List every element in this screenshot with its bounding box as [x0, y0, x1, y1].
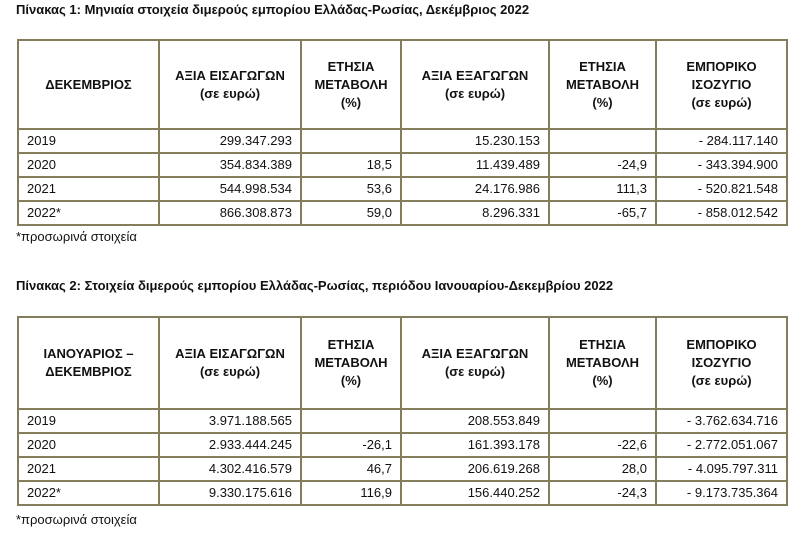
cell-balance: - 9.173.735.364: [656, 481, 787, 505]
cell-exports: 11.439.489: [401, 153, 549, 177]
table-row: [18, 153, 787, 177]
cell-exports-change: -65,7: [549, 201, 656, 225]
table-row: [18, 409, 787, 433]
table1: [17, 39, 788, 226]
cell-exports: 156.440.252: [401, 481, 549, 505]
cell-exports-change: 111,3: [549, 177, 656, 201]
table2-footnote: *προσωρινά στοιχεία: [16, 512, 137, 527]
cell-year: 2021: [18, 177, 159, 201]
cell-imports-change: 59,0: [301, 201, 401, 225]
table-row: [18, 129, 787, 153]
cell-imports-change: 46,7: [301, 457, 401, 481]
table-row: [18, 433, 787, 457]
cell-year: 2019: [18, 409, 159, 433]
cell-exports-change: -24,9: [549, 153, 656, 177]
cell-exports: 161.393.178: [401, 433, 549, 457]
cell-imports: 9.330.175.616: [159, 481, 301, 505]
col-header-exports: ΑΞΙΑ ΕΞΑΓΩΓΩΝ (σε ευρώ): [401, 317, 549, 409]
cell-balance: - 4.095.797.311: [656, 457, 787, 481]
cell-imports-change: 18,5: [301, 153, 401, 177]
table2-header-row: [18, 317, 787, 409]
cell-imports: 3.971.188.565: [159, 409, 301, 433]
cell-imports-change: 116,9: [301, 481, 401, 505]
cell-imports: 4.302.416.579: [159, 457, 301, 481]
cell-exports-change: -24,3: [549, 481, 656, 505]
cell-balance: - 3.762.634.716: [656, 409, 787, 433]
table1-footnote: *προσωρινά στοιχεία: [16, 229, 137, 244]
table-row: [18, 177, 787, 201]
cell-imports: 2.933.444.245: [159, 433, 301, 457]
cell-exports-change: 28,0: [549, 457, 656, 481]
cell-imports-change: -26,1: [301, 433, 401, 457]
col-header-imports-change: ΕΤΗΣΙΑ ΜΕΤΑΒΟΛΗ (%): [301, 317, 401, 409]
col-header-balance: ΕΜΠΟΡΙΚΟ ΙΣΟΖΥΓΙΟ (σε ευρώ): [656, 40, 787, 129]
cell-balance: - 284.117.140: [656, 129, 787, 153]
cell-exports: 15.230.153: [401, 129, 549, 153]
col-header-exports-change: ΕΤΗΣΙΑ ΜΕΤΑΒΟΛΗ (%): [549, 40, 656, 129]
cell-exports: 206.619.268: [401, 457, 549, 481]
table-row: [18, 457, 787, 481]
table-row: [18, 481, 787, 505]
cell-balance: - 343.394.900: [656, 153, 787, 177]
col-header-imports: ΑΞΙΑ ΕΙΣΑΓΩΓΩΝ (σε ευρώ): [159, 40, 301, 129]
col-header-exports-change: ΕΤΗΣΙΑ ΜΕΤΑΒΟΛΗ (%): [549, 317, 656, 409]
col-header-period: ΔΕΚΕΜΒΡΙΟΣ: [18, 40, 159, 129]
cell-year: 2020: [18, 153, 159, 177]
cell-imports: 544.998.534: [159, 177, 301, 201]
cell-imports-change: [301, 409, 401, 433]
table-row: [18, 201, 787, 225]
cell-balance: - 2.772.051.067: [656, 433, 787, 457]
cell-imports: 866.308.873: [159, 201, 301, 225]
cell-exports: 24.176.986: [401, 177, 549, 201]
col-header-period: ΙΑΝΟΥΑΡΙΟΣ – ΔΕΚΕΜΒΡΙΟΣ: [18, 317, 159, 409]
cell-imports: 299.347.293: [159, 129, 301, 153]
col-header-imports-change: ΕΤΗΣΙΑ ΜΕΤΑΒΟΛΗ (%): [301, 40, 401, 129]
cell-exports: 208.553.849: [401, 409, 549, 433]
cell-year: 2022*: [18, 201, 159, 225]
table2-title: Πίνακας 2: Στοιχεία διμερούς εμπορίου Ελλάδας-Ρωσίας, περιόδου Ιανουαρίου-Δεκεμβρίου 2022: [16, 278, 614, 293]
col-header-imports: ΑΞΙΑ ΕΙΣΑΓΩΓΩΝ (σε ευρώ): [159, 317, 301, 409]
cell-exports-change: [549, 129, 656, 153]
table1-header-row: [18, 40, 787, 129]
cell-balance: - 520.821.548: [656, 177, 787, 201]
cell-balance: - 858.012.542: [656, 201, 787, 225]
cell-year: 2020: [18, 433, 159, 457]
cell-imports-change: [301, 129, 401, 153]
cell-imports: 354.834.389: [159, 153, 301, 177]
cell-year: 2019: [18, 129, 159, 153]
cell-exports: 8.296.331: [401, 201, 549, 225]
table1-title: Πίνακας 1: Μηνιαία στοιχεία διμερούς εμπορίου Ελλάδας-Ρωσίας, Δεκέμβριος 2022: [16, 2, 530, 17]
cell-exports-change: -22,6: [549, 433, 656, 457]
cell-year: 2022*: [18, 481, 159, 505]
col-header-balance: ΕΜΠΟΡΙΚΟ ΙΣΟΖΥΓΙΟ (σε ευρώ): [656, 317, 787, 409]
cell-year: 2021: [18, 457, 159, 481]
cell-imports-change: 53,6: [301, 177, 401, 201]
cell-exports-change: [549, 409, 656, 433]
table2: [17, 316, 788, 506]
col-header-exports: ΑΞΙΑ ΕΞΑΓΩΓΩΝ (σε ευρώ): [401, 40, 549, 129]
